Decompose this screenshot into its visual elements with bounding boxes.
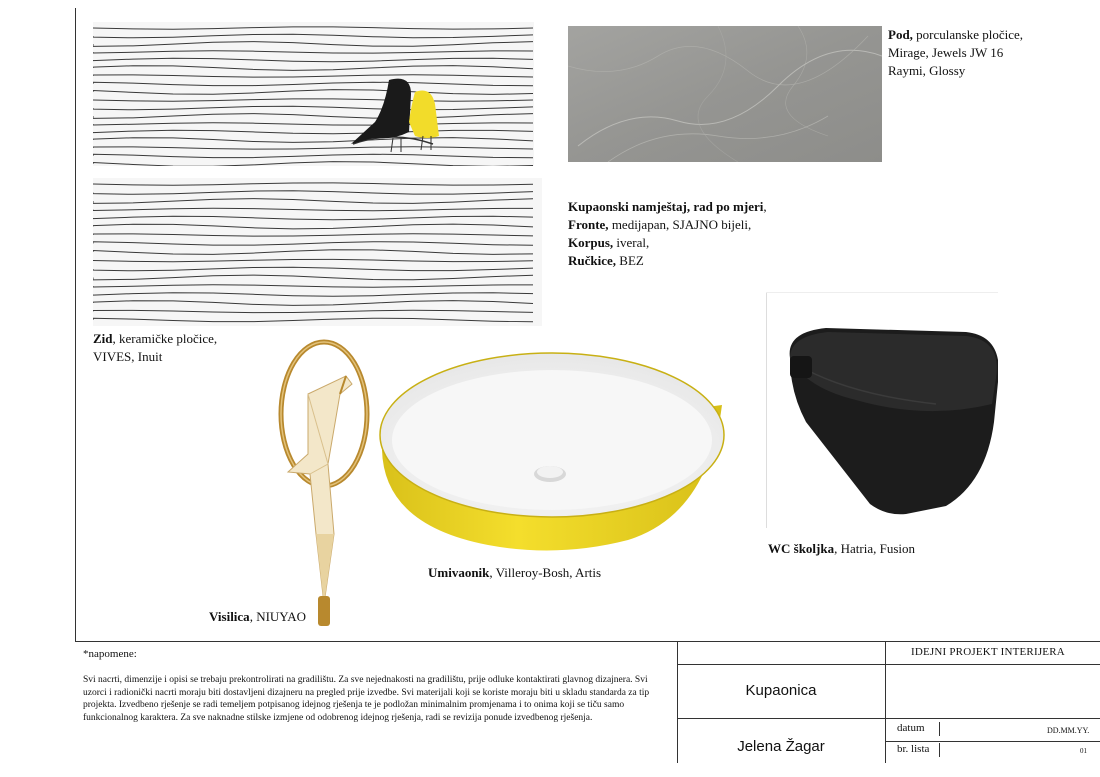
wall-tile-decor-image [93,22,534,166]
notes-heading: *napomene: [83,648,137,660]
wc-toilet-image [766,292,998,528]
sheet-label: br. lista [897,743,930,755]
date-value: DD.MM.YY. [1047,726,1090,735]
designer-name: Jelena Žagar [737,738,825,755]
page-left-border [75,8,76,641]
floor-tile-image [568,26,882,162]
wall-tile-plain-image [93,178,542,326]
title-block [75,641,1100,763]
project-type-label: IDEJNI PROJEKT INTERIJERA [911,646,1065,658]
toilet-caption: WC školjka, Hatria, Fusion [768,541,915,556]
furniture-caption: Kupaonski namještaj, rad po mjeri, Fronte, medijapan, SJAJNO bijeli, Korpus, iveral, Ručkice, BEZ [568,199,767,268]
sink-image [378,350,726,556]
date-label: datum [897,722,925,734]
notes-body: Svi nacrti, dimenzije i opisi se trebaju prekontrolirati na gradilištu. Za sve nejednakosti na gradilištu, prije odluke kontaktirati glavnog dizajnera. Svi uzorci i radionički nacrti moraju biti dostavljeni dizajneru na pregled prije izvedbe. Svi materijali koji se koriste moraju biti u skladu standarda za tip projekta. Izvedbeno rješenje se radi temeljem potpisanog idejnog rješenja te je podložan minimalnim promjenama i to onima koji se tiču samo funkcionalnog karaktera. Za sve naknadne stilske izmjene od odobrenog idejnog rješenja, radi se revizija ponude izvedbenog rješenja. [83,675,650,723]
wall-caption: Zid, keramičke pločice, VIVES, Inuit [93,331,218,364]
pendant-lamp-image [268,334,380,634]
room-name: Kupaonica [745,682,817,699]
lamp-caption: Visilica, NIUYAO [209,609,307,624]
floor-caption: Pod, porculanske pločice, Mirage, Jewels JW 16 Raymi, Glossy [888,27,1024,78]
sink-caption: Umivaonik, Villeroy-Bosh, Artis [428,565,602,580]
sheet-number: 01 [1080,747,1087,755]
